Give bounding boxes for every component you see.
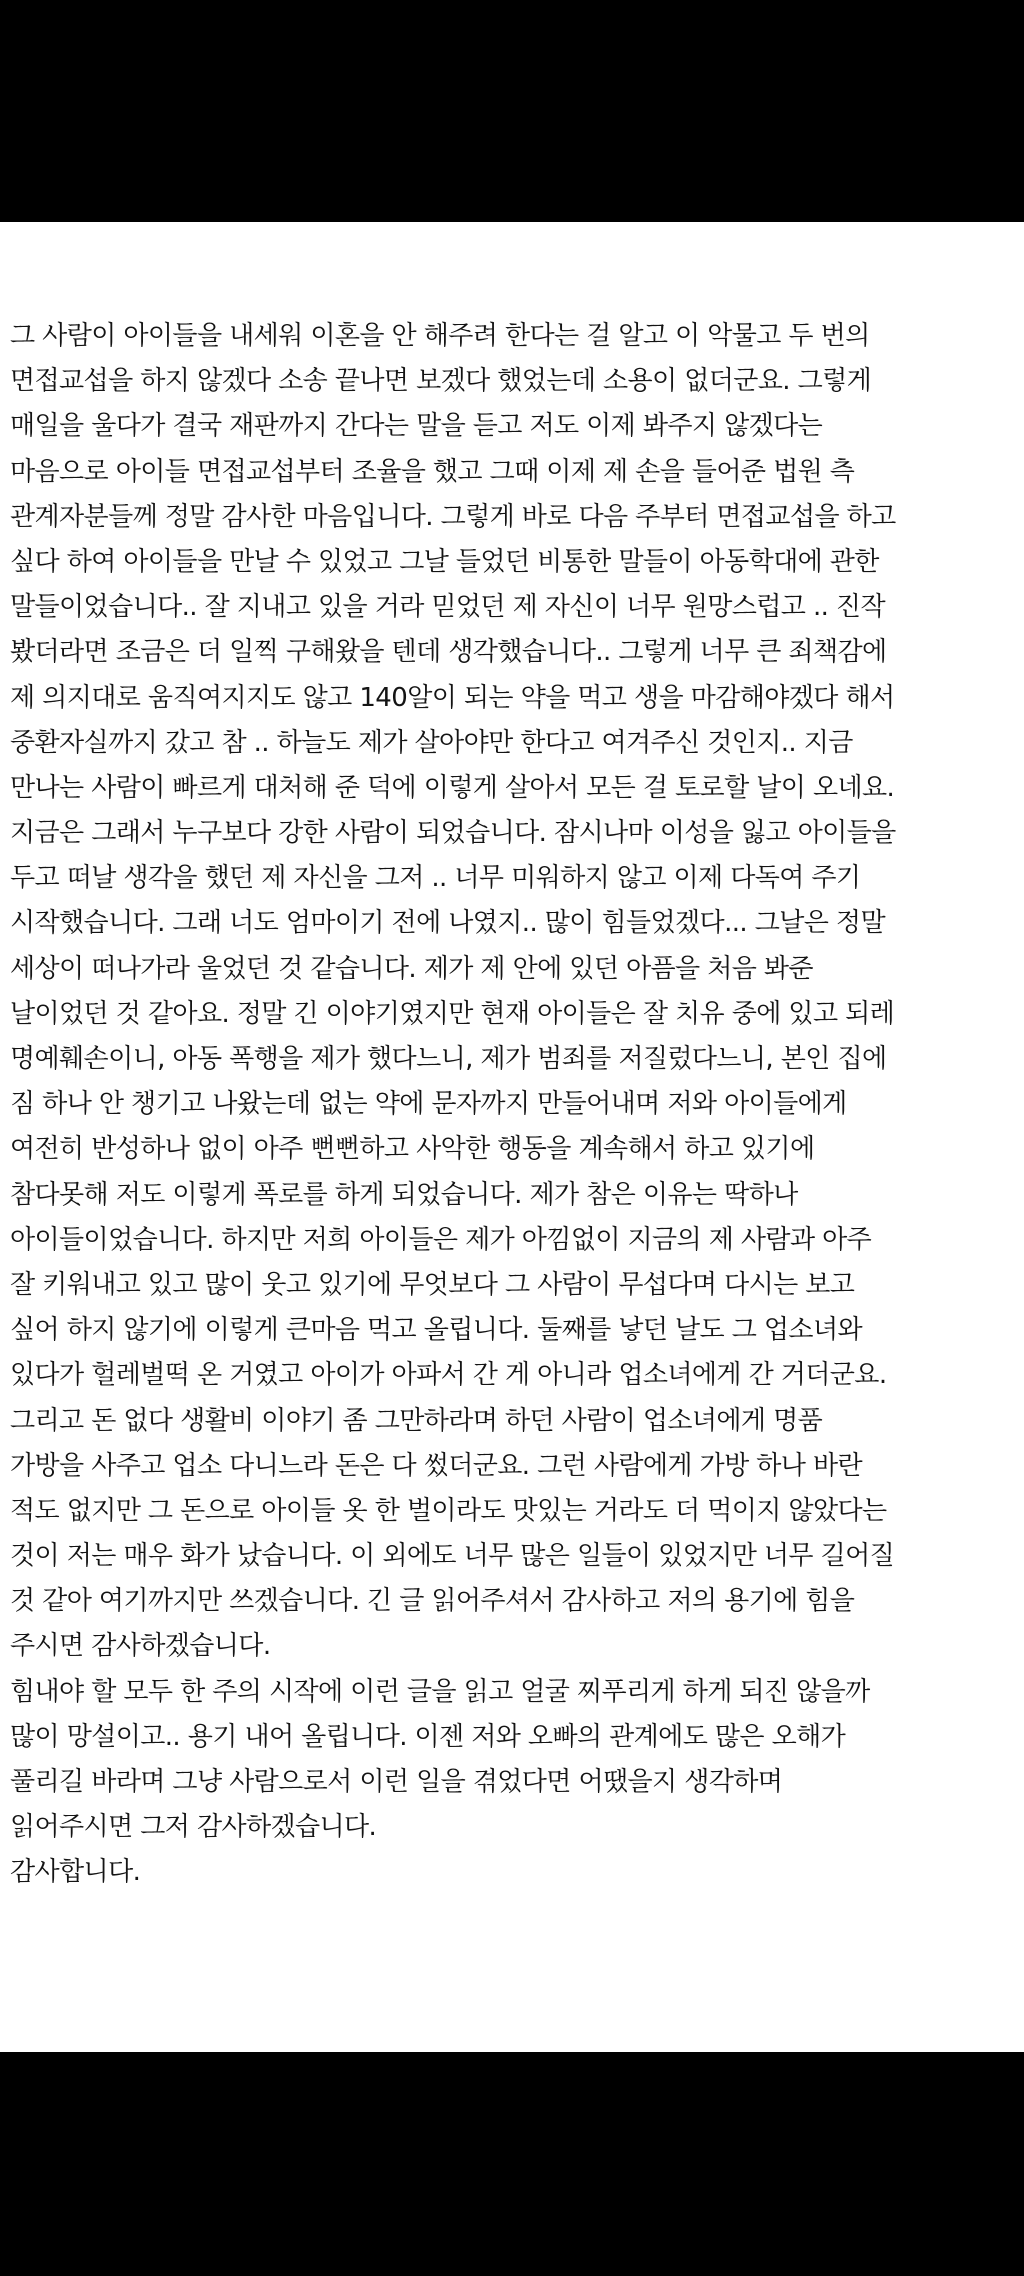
text-line: 명예훼손이니, 아동 폭행을 제가 했다느니, 제가 범죄를 저질렀다느니, 본인 집에 bbox=[10, 1044, 887, 1074]
text-line: 싶어 하지 않기에 이렇게 큰마음 먹고 올립니다. 둘째를 낳던 날도 그 업소녀와 bbox=[10, 1315, 862, 1346]
text-line: 가방을 사주고 업소 다니느라 돈은 다 썼더군요. 그런 사람에게 가방 하나 바란 bbox=[10, 1450, 862, 1481]
text-line: 두고 떠날 생각을 했던 제 자신을 그저 .. 너무 미워하지 않고 이제 다독여 주기 bbox=[10, 863, 861, 894]
text-line: 그 사람이 아이들을 내세워 이혼을 안 해주려 한다는 걸 알고 이 악물고 두 번의 bbox=[10, 321, 870, 351]
text-line: 날이었던 것 같아요. 정말 긴 이야기였지만 현재 아이들은 잘 치유 중에 있고 되레 bbox=[10, 998, 895, 1029]
text-line: 있다가 헐레벌떡 온 거였고 아이가 아파서 간 게 아니라 업소녀에게 간 거더군요. bbox=[10, 1360, 887, 1391]
text-line: 주시면 감사하겠습니다. bbox=[10, 1631, 271, 1662]
text-line: 면접교섭을 하지 않겠다 소송 끝나면 보겠다 했었는데 소용이 없더군요. 그렇게 bbox=[10, 366, 872, 397]
text-line: 제 의지대로 움직여지지도 않고 140알이 되는 약을 먹고 생을 마감해야겠다 해서 bbox=[10, 682, 895, 713]
text-line: 여전히 반성하나 없이 아주 뻔뻔하고 사악한 행동을 계속해서 하고 있기에 bbox=[10, 1134, 815, 1165]
text-line: 읽어주시면 그저 감사하겠습니다. bbox=[10, 1812, 377, 1843]
body-text bbox=[10, 314, 1010, 1896]
text-line: 봤더라면 조금은 더 일찍 구해왔을 텐데 생각했습니다.. 그렇게 너무 큰 죄책감에 bbox=[10, 637, 887, 668]
text-line: 세상이 떠나가라 울었던 것 같습니다. 제가 제 안에 있던 아픔을 처음 봐준 bbox=[10, 953, 813, 984]
text-line: 그리고 돈 없다 생활비 이야기 좀 그만하라며 하던 사람이 업소녀에게 명품 bbox=[10, 1405, 823, 1436]
text-line: 짐 하나 안 챙기고 나왔는데 없는 약에 문자까지 만들어내며 저와 아이들에게 bbox=[10, 1089, 847, 1120]
text-line: 잘 키워내고 있고 많이 웃고 있기에 무엇보다 그 사람이 무섭다며 다시는 보고 bbox=[10, 1269, 855, 1300]
text-line: 만나는 사람이 빠르게 대처해 준 덕에 이렇게 살아서 모든 걸 토로할 날이 오네요. bbox=[10, 772, 895, 803]
text-line: 참다못해 저도 이렇게 폭로를 하게 되었습니다. 제가 참은 이유는 딱하나 bbox=[10, 1179, 798, 1210]
text-line: 힘내야 할 모두 한 주의 시작에 이런 글을 읽고 얼굴 찌푸리게 하게 되진 않을까 bbox=[10, 1676, 870, 1707]
text-line: 아이들이었습니다. 하지만 저희 아이들은 제가 아낌없이 지금의 제 사람과 아주 bbox=[10, 1224, 872, 1255]
text-line: 매일을 울다가 결국 재판까지 간다는 말을 듣고 저도 이제 봐주지 않겠다는 bbox=[10, 411, 823, 442]
text-line: 것이 저는 매우 화가 났습니다. 이 외에도 너무 많은 일들이 있었지만 너무 길어질 bbox=[10, 1541, 895, 1572]
text-line: 관계자분들께 정말 감사한 마음입니다. 그렇게 바로 다음 주부터 면접교섭을 하고 bbox=[10, 501, 896, 532]
top-black-bar bbox=[0, 0, 1024, 222]
text-line: 시작했습니다. 그래 너도 엄마이기 전에 나였지.. 많이 힘들었겠다... 그날은 정말 bbox=[10, 908, 885, 939]
text-line: 말들이었습니다.. 잘 지내고 있을 거라 믿었던 제 자신이 너무 원망스럽고 .. 진작 bbox=[10, 592, 885, 623]
text-line: 싶다 하여 아이들을 만날 수 있었고 그날 들었던 비통한 말들이 아동학대에 관한 bbox=[10, 546, 879, 577]
text-line: 풀리길 바라며 그냥 사람으로서 이런 일을 겪었다면 어땠을지 생각하며 bbox=[10, 1767, 783, 1797]
text-line: 것 같아 여기까지만 쓰겠습니다. 긴 글 읽어주셔서 감사하고 저의 용기에 힘을 bbox=[10, 1586, 855, 1617]
bottom-black-bar bbox=[0, 2052, 1024, 2276]
text-line: 중환자실까지 갔고 참 .. 하늘도 제가 살아야만 한다고 여겨주신 것인지.. 지금 bbox=[10, 727, 853, 758]
text-line: 마음으로 아이들 면접교섭부터 조율을 했고 그때 이제 제 손을 들어준 법원 측 bbox=[10, 456, 855, 487]
text-line: 지금은 그래서 누구보다 강한 사람이 되었습니다. 잠시나마 이성을 잃고 아이들을 bbox=[10, 818, 896, 849]
text-line: 많이 망설이고.. 용기 내어 올립니다. 이젠 저와 오빠의 관계에도 많은 오해가 bbox=[10, 1721, 846, 1752]
text-line: 감사합니다. bbox=[10, 1857, 141, 1888]
text-page bbox=[0, 222, 1024, 2052]
text-line: 적도 없지만 그 돈으로 아이들 옷 한 벌이라도 맛있는 거라도 더 먹이지 않았다는 bbox=[10, 1495, 887, 1526]
